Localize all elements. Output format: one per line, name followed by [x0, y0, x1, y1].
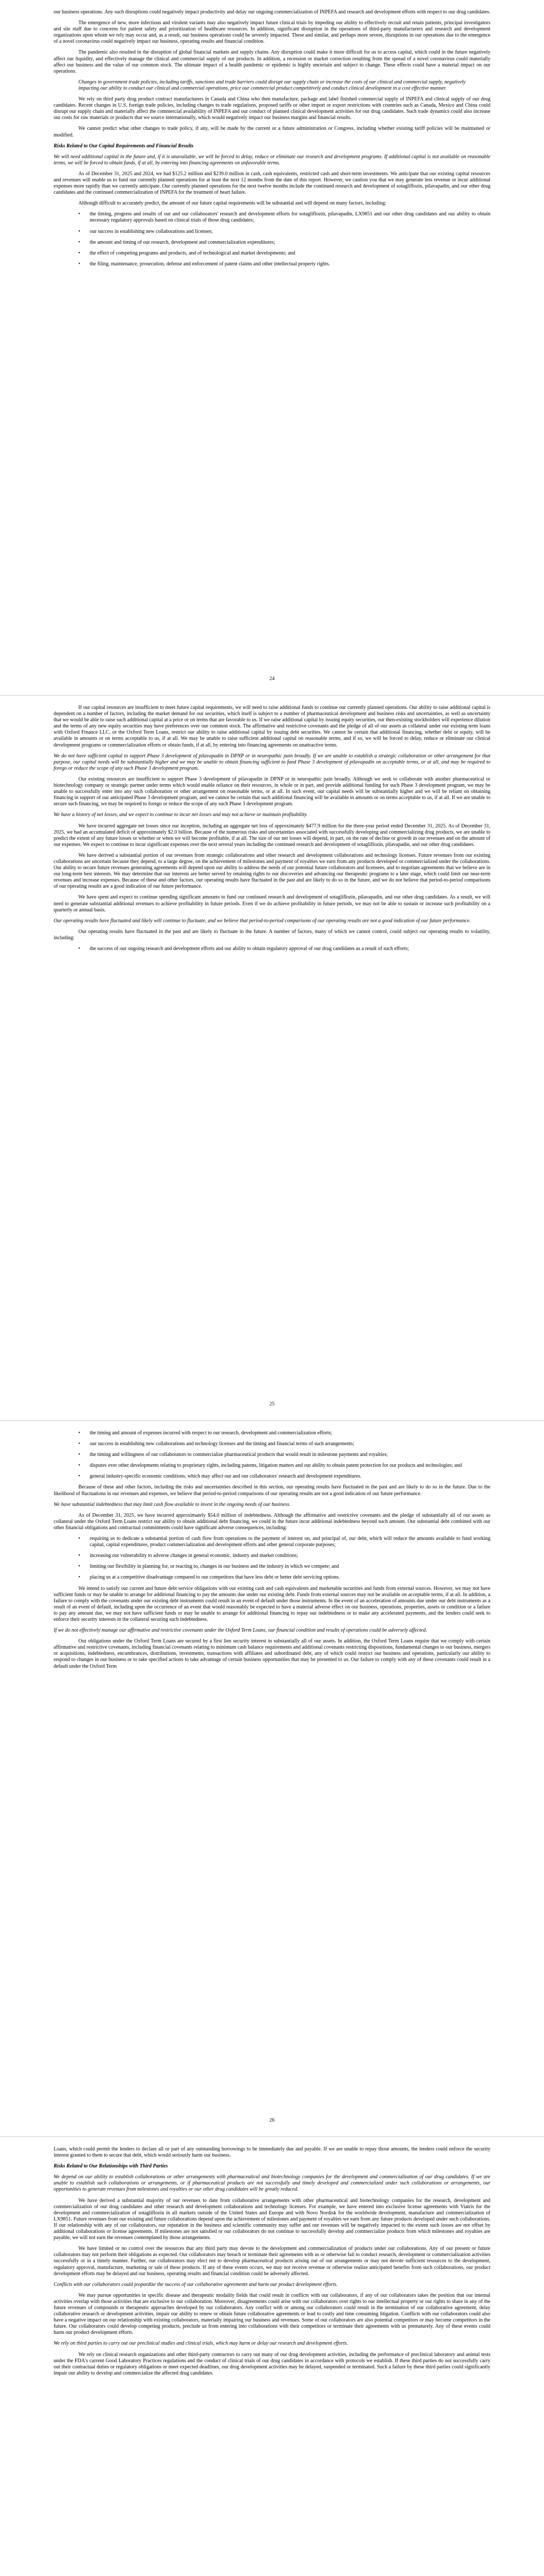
list-item: • the filing, maintenance, prosecution, defense and enforcement of patent claims and other intellectual property rights.: [78, 261, 490, 267]
paragraph: Because of these and other factors, including the risks and uncertainties described in this section, our operating results have fluctuated in the past and are likely to do so in the future. Due to the likelihood of fluctuations in our revenues and expenses, we believe that period-to-period comparisons of our operating results are not a good indication of our future performance.: [54, 1484, 490, 1497]
paragraph: The emergence of new, more infectious and virulent variants may also negatively impact future clinical trials by impeding our ability to effectively recruit and retain patients, principal investigators and site staff due to concerns for patient safety and prioritization of healthcare resources. In addition, significant disruption in the operations of third-party manufacturers and research and development organizations upon whom we rely may occur and, as a result, our business operations could be severely impacted. These and similar, and perhaps more severe, disruptions in our operations due to the emergence of a novel coronavirus could negatively impact our business, operating results and financial condition.: [54, 20, 490, 45]
paragraph: We have incurred aggregate net losses since our inception, including an aggregate net loss of approximately $477.9 million for the three-year period ended December 31, 2025. As of December 31, 2025, we had an accumulated deficit of approximately $2.0 billion. Because of the numerous risks and uncertainties associated with successfully developing and commercializing drug products, we are unable to predict the extent of any future losses or whether or when we will become profitable, if at all. The size of our net losses will depend, in part, on the rate of decline or growth in our revenues and on the amount of our expenses. We expect to continue to incur significant expenses over the next several years including the continued research and development of sotagliflozin, pilavapadin, and our other drug candidates.: [54, 823, 490, 848]
section-heading: Risks Related to Our Relationships with Third Parties: [54, 2163, 168, 2170]
paragraph: Although difficult to accurately predict, the amount of our future capital requirements will be substantial and will depend on many factors, including:: [78, 200, 387, 207]
list-item: • placing us at a competitive disadvantage compared to our competitors that have less debt or better debt servicing options.: [78, 1574, 490, 1581]
risk-factor-heading: We will need additional capital in the future and, if it is unavailable, we will be forced to delay, reduce or eliminate our research and development programs. If additional capital is not available on reasonable terms, we will be forced to obtain funds, if at all, by entering into financing agreements on unfavorable terms.: [54, 154, 490, 166]
risk-factor-heading: We rely on third parties to carry out our preclinical studies and clinical trials, which may harm or delay our research and development efforts.: [54, 2341, 348, 2347]
paragraph: We may pursue opportunities in specific disease and therapeutic modality fields that could result in conflicts with our collaborators, if any of our collaborators takes the position that our internal activities overlap with those activities that are exclusive to our collaboration. Moreover, disagreements could arise with our collaborators over rights to our intellectual property or our rights to share in any of the future revenues of compounds or therapeutic approaches developed by our collaborators. Any conflict with or among our collaborators could result in the termination of our collaborative agreement, delay collaborative research or development activities, impair our ability to renew or obtain future collaborative agreements or lead to costly and time consuming litigation. Conflicts with our collaborators could also have a negative impact on our relationship with existing collaborators, materially impairing our business and revenues. Some of our collaborators are also potential competitors or may become competitors in the future. Our collaborators could develop competing products, preclude us from entering into collaborations with their competitors or terminate their agreements with us prematurely. Any of these events could harm our product development efforts.: [54, 2292, 490, 2336]
bullet-list: [54, 946, 490, 952]
list-item: • disputes over other developments relating to proprietary rights, including patents, litigation matters and our ability to obtain patent protection for our products and technologies; and: [78, 1463, 490, 1469]
paragraph: Our operating results have fluctuated in the past and are likely to fluctuate in the future. A number of factors, many of which we cannot control, could subject our operating results to volatility, including:: [54, 928, 490, 941]
bullet-list: [54, 1536, 490, 1581]
list-item: • the success of our ongoing research and development efforts and our ability to obtain regulatory approval of our drug candidates as a result of such efforts;: [78, 946, 490, 952]
paragraph: As of December 31, 2025, we have incurred approximately $54.0 million of indebtedness. Although the affirmative and restrictive covenants and the pledge of substantially all of our assets as collateral under the Oxford Term Loans restrict our ability to obtain additional debt financing, we could in the future incur additional indebtedness beyond such amount. Our substantial debt combined with our other financial obligations and contractual commitments could have significant adverse consequences, including:: [54, 1512, 490, 1531]
paragraph: The pandemic also resulted in the disruption of global financial markets and supply chains. Any disruption could make it more difficult for us to access capital, which could in the future negatively affect our liquidity, and effectively manage the clinical and commercial supply of our products. In addition, a recession or market correction resulting from the spread of a novel coronavirus could materially affect our business and the value of our common stock. The ultimate impact of a health pandemic or epidemic is highly uncertain and subject to change. These effects could have a material impact on our operations.: [54, 49, 490, 74]
risk-factor-heading: Our operating results have fluctuated and likely will continue to fluctuate, and we believe that period-to-period comparisons of our operating results are not a good indication of our future performance.: [54, 918, 471, 924]
list-item: • increasing our vulnerability to adverse changes in general economic, industry and market conditions;: [78, 1553, 490, 1559]
list-item: • our success in establishing new collaborations and licenses;: [78, 229, 490, 235]
page-25: [0, 696, 544, 1421]
page-number: 25: [269, 1401, 275, 1407]
page-27: [0, 2137, 544, 2576]
list-item: • limiting our flexibility in planning for, or reacting to, changes in our business and the industry in which we compete; and: [78, 1564, 490, 1570]
section-heading: Risks Related to Our Capital Requirements and Financial Results: [54, 143, 194, 149]
risk-factor-heading: We do not have sufficient capital to support Phase 3 development of pilavapadin in DPNP or in neuropathic pain broadly. If we are unable to establish a strategic collaboration or other arrangement for that purpose, our capital needs will be substantially higher and we may be unable to obtain financing sufficient to fund Phase 3 development of pilavapadin on acceptable terms, or at all, and may be required to forego or reduce the scope of any such Phase 3 development program.: [54, 753, 490, 771]
paragraph: If our capital resources are insufficient to meet future capital requirements, we will need to raise additional funds to continue our currently planned operations. Our ability to raise additional capital is dependent on a number of factors, including the market demand for our securities, which itself is subject to a number of pharmaceutical development and business risks and uncertainties, as well as uncertainty that we would be able to raise such additional capital at a price or on terms that are favorable to us. If we raise additional capital by issuing equity securities, our then-existing stockholders will experience dilution and the terms of any new equity securities may have preferences over our common stock. The affirmative and restrictive covenants and the pledge of all of our assets as collateral under our existing term loans with Oxford Finance LLC, or the Oxford Term Loans, restrict our ability to raise additional capital by issuing debt securities. We cannot be certain that additional financing, whether debt or equity, will be available in amounts or on terms acceptable to us, if at all. We may be unable to raise sufficient additional capital on reasonable terms, and if so, we will be forced to delay, reduce or eliminate our clinical development programs or commercialization efforts or obtain funds, if at all, by entering into financing agreements on unattractive terms.: [54, 705, 490, 748]
list-item: • general industry-specific economic conditions, which may affect our and our collaborators' research and development expenditures.: [78, 1473, 490, 1480]
paragraph: Loans, which could permit the lenders to declare all or part of any outstanding borrowings to be immediately due and payable. If we are unable to repay those amounts, the lenders could enforce the security interest granted to them to secure that debt, which would seriously harm our business.: [54, 2146, 490, 2159]
paragraph: Our existing resources are insufficient to support Phase 3 development of pilavapadin in DPNP or in neuropathic pain broadly. Although we seek to collaborate with another pharmaceutical or biotechnology company or strategic partner under terms which would enable reliance on their resources, in whole or in part, and provide additional funding for such Phase 3 development program, we may be unable to successfully enter into any such collaboration or other arrangement on reasonable terms, or at all. In such event, our capital needs will be substantially higher and we will be reliant on obtaining financing in support of our anticipated Phase 3 development program, and we cannot be certain that such additional financing will be available in amounts or on terms acceptable to us, if at all. If we are unable to secure such financing, we may be required to forego or reduce the scope of any such Phase 3 development program.: [54, 776, 490, 807]
risk-factor-heading: We depend on our ability to establish collaborations or other arrangements with pharmaceutical and biotechnology companies for the development and commercialization of our drug candidates. If we are unable to establish such collaborations or arrangements, or if pharmaceutical products are not successfully and timely developed and commercialized under such collaborations or arrangements, our opportunities to generate revenues from milestones and royalties or our other drug candidates will be greatly reduced.: [54, 2174, 490, 2193]
paragraph: We have limited or no control over the resources that any third party may devote to the development and commercialization of products under our collaborations. Any of our present or future collaborators may not perform their obligations as expected. Our collaborators may breach or terminate their agreements with us or otherwise fail to conduct research, development or commercialization activities successfully or in a timely manner. Further, our collaborators may elect not to develop pharmaceutical products arising out of our arrangements or may not devote sufficient resources to the development, regulatory approval, manufacture, marketing or sale of these products. If any of these events occurs, we may not receive revenue or otherwise realize anticipated benefits from such collaborations, our product development efforts may be delayed and our business, operating results and financial condition could be adversely affected.: [54, 2246, 490, 2277]
page-number: 24: [269, 675, 275, 682]
page-24: [0, 0, 544, 696]
paragraph: As of December 31, 2025 and 2024, we had $125.2 million and $239.0 million in cash, cash equivalents, restricted cash and short-term investments. We anticipate that our existing capital resources and revenues will enable us to fund our currently planned operations for at least the next 12 months from the date of this report. However, we caution you that we may generate less revenue or incur additional expenses more rapidly than we currently anticipate. Our currently planned operations for the next twelve months include the continued research and development of sotagliflozin, pilavapadin, and our other drug candidates and the continued commercialization of INPEFA for the treatment of heart failure.: [54, 171, 490, 196]
list-item: • the timing, progress and results of our and our collaborators' research and development efforts for sotagliflozin, pilavapadin, LX9851 and our other drug candidates and our ability to obtain necessary regulatory approvals based on clinical trials of those drug candidates;: [78, 211, 490, 224]
bullet-list: [54, 211, 490, 267]
paragraph: Our obligations under the Oxford Term Loans are secured by a first lien security interest in substantially all of our assets. In addition, the Oxford Term Loans require that we comply with certain affirmative and restrictive covenants, including financial covenants relating to minimum cash balance requirements and additional covenants restricting dispositions, fundamental changes to our business, mergers or acquisitions, indebtedness, encumbrances, distributions, investments, transactions with affiliates and subordinated debt, any of which could restrict our business and operations, particularly our ability to respond to changes in our business or to take specified actions to take advantage of certain business opportunities that may be presented to us. Our failure to comply with any of these covenants could result in a default under the Oxford Term: [54, 1638, 490, 1669]
risk-factor-heading: Changes in government trade policies, including tariffs, sanctions and trade barriers could disrupt our supply chain or increase the costs of our clinical and commercial supply, negatively impacting our ability to conduct our clinical and commercial operations, price our commercial product competitively and conduct clinical development in a cost effective manner.: [78, 79, 466, 91]
list-item: • the amount and timing of our research, development and commercialization expenditures;: [78, 240, 490, 246]
paragraph: We intend to satisfy our current and future debt service obligations with our existing cash and cash equivalents and marketable securities and funds from external sources. However, we may not have sufficient funds or may be unable to arrange for additional financing to pay the amounts due under our existing debt. Funds from external sources may not be available on acceptable terms, if at all. In addition, a failure to comply with the covenants under our existing debt instruments could result in an event of default under those instruments. In the event of an acceleration of amounts due under our debt instruments as a result of an event of default, including upon the occurrence of an event that would reasonably be expected to have a material adverse effect on our business, operations, properties, assets or condition or a failure to pay any amount due, we may not have sufficient funds or may be unable to arrange for additional financing to repay our indebtedness or to make any accelerated payments, and the lenders could seek to enforce their security interests in the collateral securing such indebtedness.: [54, 1585, 490, 1622]
paragraph: We have spent and expect to continue spending significant amounts to fund our continued research and development of sotagliflozin, pilavapadin, and our other drug candidates. As a result, we will need to generate substantial additional revenues to achieve profitability in future periods. Even if we do achieve profitability in future periods, we may not be able to sustain or increase such profitability on a quarterly or annual basis.: [54, 894, 490, 913]
bullet-list: [54, 1430, 490, 1480]
risk-factor-heading: If we do not effectively manage our affirmative and restrictive covenants under the Oxford Term Loans, our financial condition and results of operations could be adversely affected.: [54, 1628, 427, 1634]
risk-factor-heading: We have substantial indebtedness that may limit cash flow available to invest in the ongoing needs of our business.: [54, 1501, 291, 1507]
paragraph: We rely on clinical research organizations and other third-party contractors to carry out many of our drug development activities, including the performance of preclinical laboratory and animal tests under the FDA's current Good Laboratory Practices regulations and the conduct of clinical trials of our drug candidates in accordance with protocols we establish. If these third parties do not successfully carry out their contractual duties or regulatory obligations or meet expected deadlines, our drug development activities may be delayed, suspended or terminated. Such a failure by these third parties could significantly impair our ability to develop and commercialize the affected drug candidates.: [54, 2351, 490, 2376]
page-number: 26: [269, 2117, 275, 2123]
paragraph: We cannot predict what other changes to trade policy, if any, will be made by the current or a future administration or Congress, including whether existing tariff policies will be maintained or modified.: [54, 126, 490, 138]
list-item: • the timing and amount of expenses incurred with respect to our research, development and commercialization efforts;: [78, 1430, 490, 1436]
paragraph: our business operations. Any such disruptions could negatively impact productivity and delay our ongoing commercialization of INPEFA and research and development efforts with respect to our drug candidates.: [54, 9, 490, 15]
list-item: • the timing and willingness of our collaborators to commercialize pharmaceutical products that would result in milestone payments and royalties;: [78, 1452, 490, 1458]
paragraph: We rely on third party drug product contract manufacturers in Canada and China who then manufacture, package and label finished commercial supply of INPEFA and clinical supply of our drug candidates. Recent changes in U.S. foreign trade policies, including changes to trade regulations, proposed tariffs or other import or export restrictions with countries such as Canada, Mexico and China could disrupt our supply chain and materially affect the commercial availability of INPEFA and our conduct of planned clinical development activities for our drug candidates. Such trade dynamics could also increase our costs for raw materials or products that we source internationally, which would negatively impact our business margins and financial results.: [54, 96, 490, 121]
paragraph: We have derived a substantial majority of our revenues to date from collaborative arrangements with other pharmaceutical and biotechnology companies for the research, development and commercialization of our drug candidates and other research and development collaborations and technology licenses. For example, we have entered into exclusive license agreements with Viatris for the development and commercialization of sotagliflozin in all markets outside of the United States and Europe and with Novo Nordisk for the worldwide development, manufacture and commercialization of LX9851. Future revenues from our existing and future collaborations depend upon the achievement of milestones and payment of royalties we earn from any future products developed under such collaborations. If our relationship with any of our collaborators, our reputation in the business and scientific community may suffer and our revenues will be negatively impacted to the extent such losses are not offset by additional collaborations or license agreements. If milestones are not satisfied or our collaborators do not continue to successfully develop and commercialize products from which milestones and royalties are payable, we will not earn the revenues contemplated by those arrangements.: [54, 2197, 490, 2241]
page-26: [0, 1421, 544, 2137]
risk-factor-heading: Conflicts with our collaborators could jeopardize the success of our collaborative agreements and harm our product development efforts.: [54, 2281, 338, 2287]
paragraph: We have derived a substantial portion of our revenues from strategic collaborations and other research and development collaborations and technology licenses. Future revenues from our existing collaborations are uncertain because they depend, to a large degree, on the achievement of milestones and payment of royalties we earn from any products developed or commercialized under the collaborations. Our ability to secure future revenues generating agreements will depend upon our ability to address the needs of our potential future collaborators and licensees, and to negotiate agreements that we believe are in our long-term best interests. We may determine that our interests are better served by retaining rights to our discoveries and advancing our therapeutic programs to a later stage, which could limit our near-term revenues and increase expenses. Because of these and other factors, our operating results have fluctuated in the past and are likely to do so in the future, and we do not believe that period-to-period comparisons of our operating results are a good indication of our future performance.: [54, 852, 490, 890]
risk-factor-heading: We have a history of net losses, and we expect to continue to incur net losses and may not achieve or maintain profitability.: [54, 812, 308, 818]
list-item: • our success in establishing new collaborations and technology licenses and the timing and financial terms of such arrangements;: [78, 1441, 490, 1447]
list-item: • the effect of competing programs and products, and of technological and market developments; and: [78, 250, 490, 257]
list-item: • requiring us to dedicate a substantial portion of cash flow from operations to the payment of interest on, and principal of, our debt, which will reduce the amounts available to fund working capital, capital expenditures, product commercialization and development efforts and other general corporate purposes;: [78, 1536, 490, 1548]
